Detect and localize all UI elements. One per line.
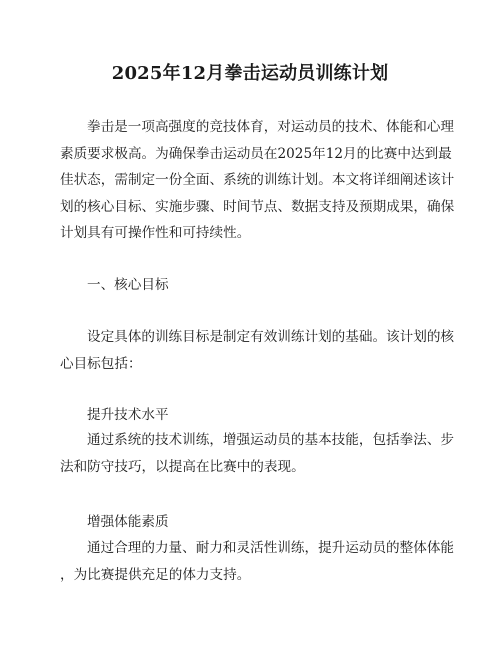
- section-intro-line: 设定具体的训练目标是制定有效训练计划的基础。该计划的核: [87, 329, 455, 345]
- goal-description: [60, 427, 455, 480]
- intro-line: 划的核心目标、实施步骤、时间节点、数据支持及预期成果，确保: [60, 198, 455, 215]
- intro-line: 佳状态，需制定一份全面、系统的训练计划。本文将详细阐述该计: [60, 172, 455, 188]
- goal-title: 提升技术水平: [87, 407, 169, 423]
- goal-description-line: 法和防守技巧，以提高在比赛中的表现。: [60, 458, 305, 475]
- goal-description-line: 通过系统的技术训练，增强运动员的基本技能，包括拳法、步: [87, 432, 455, 448]
- goal-description: [60, 535, 455, 588]
- section-heading: 一、核心目标: [87, 277, 169, 293]
- intro-line: 拳击是一项高强度的竞技体育，对运动员的技术、体能和心理: [87, 119, 455, 135]
- document-title: 2025年12月拳击运动员训练计划: [111, 63, 389, 84]
- intro-line: 计划具有可操作性和可持续性。: [60, 225, 251, 241]
- goal-title: 增强体能素质: [87, 514, 169, 530]
- intro-line: 素质要求极高。为确保拳击运动员在2025年12月的比赛中达到最: [60, 145, 452, 162]
- goal-description-line: ，为比赛提供充足的体力支持。: [60, 566, 251, 583]
- section-intro-paragraph: [60, 324, 455, 377]
- goal-description-line: 通过合理的力量、耐力和灵活性训练，提升运动员的整体体能: [87, 540, 455, 556]
- intro-paragraph: [60, 114, 455, 247]
- section-intro-line: 心目标包括：: [60, 355, 142, 372]
